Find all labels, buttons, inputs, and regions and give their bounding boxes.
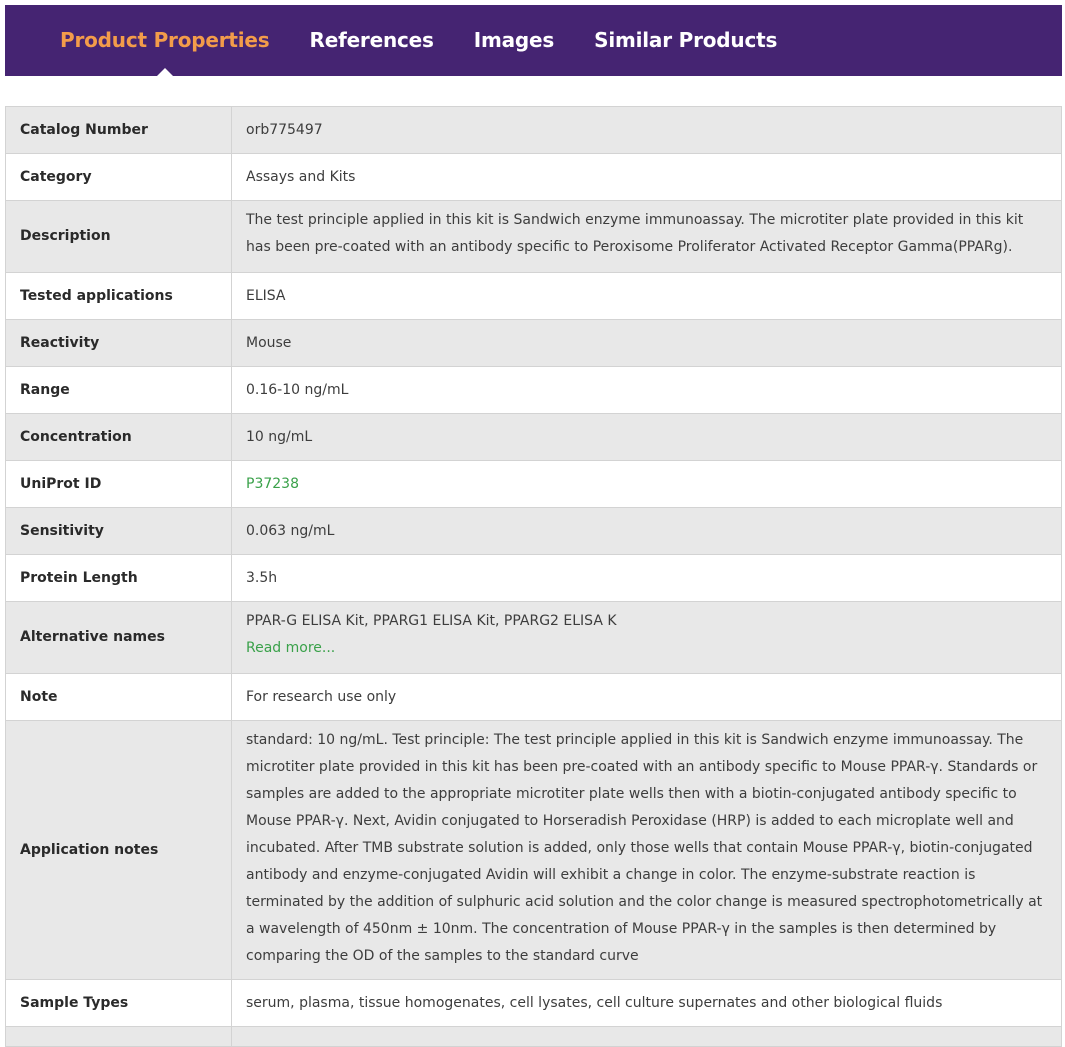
row-label: Description: [6, 201, 232, 273]
row-alternative-names: [6, 602, 1062, 674]
row-label: Application notes: [6, 721, 232, 980]
row-value: ELISA: [232, 273, 1062, 320]
row-value: The test principle applied in this kit is Sandwich enzyme immunoassay. The microtiter plate provided in this kit has been pre-coated with an antibody specific to Peroxisome Proliferator Activated Receptor Gamma(PPARg).: [232, 201, 1062, 273]
tab-label: Product Properties: [60, 28, 270, 52]
row-concentration: [6, 414, 1062, 461]
row-label: Reactivity: [6, 320, 232, 367]
row-tested-applications: [6, 273, 1062, 320]
row-value: For research use only: [232, 674, 1062, 721]
row-value: [232, 461, 1062, 508]
row-protein-length: [6, 555, 1062, 602]
row-note: [6, 674, 1062, 721]
row-value: [232, 1027, 1062, 1047]
row-value: Mouse: [232, 320, 1062, 367]
read-more-link[interactable]: Read more...: [246, 640, 336, 656]
row-label: Concentration: [6, 414, 232, 461]
tab-list: [5, 5, 1062, 76]
uniprot-link[interactable]: P37238: [246, 475, 299, 492]
row-label: Range: [6, 367, 232, 414]
row-value: 3.5h: [232, 555, 1062, 602]
row-label: Alternative names: [6, 602, 232, 674]
row-reactivity: [6, 320, 1062, 367]
alternative-names-text: PPAR-G ELISA Kit, PPARG1 ELISA Kit, PPARG2 ELISA K: [246, 613, 617, 629]
row-label: Sample Types: [6, 980, 232, 1027]
row-uniprot-id: [6, 461, 1062, 508]
tab-label: Similar Products: [594, 28, 778, 52]
row-sensitivity: [6, 508, 1062, 555]
active-tab-pointer-icon: [156, 68, 174, 77]
row-sample-types: [6, 980, 1062, 1027]
row-value: standard: 10 ng/mL. Test principle: The test principle applied in this kit is Sandwich enzyme immunoassay. The microtiter plate provided in this kit has been pre-coated with an antibody specific to Mouse PPAR-γ. Standards or samples are added to the appropriate microtiter plate wells then with a biotin-conjugated antibody specific to Mouse PPAR-γ. Next, Avidin conjugated to Horseradish Peroxidase (HRP) is added to each microplate well and incubated. After TMB substrate solution is added, only those wells that contain Mouse PPAR-γ, biotin-conjugated antibody and enzyme-conjugated Avidin will exhibit a change in color. The enzyme-substrate reaction is terminated by the addition of sulphuric acid solution and the color change is measured spectrophotometrically at a wavelength of 450nm ± 10nm. The concentration of Mouse PPAR-γ in the samples is then determined by comparing the OD of the samples to the standard curve: [232, 721, 1062, 980]
row-value: serum, plasma, tissue homogenates, cell lysates, cell culture supernates and other biological fluids: [232, 980, 1062, 1027]
row-label: Sensitivity: [6, 508, 232, 555]
tab-label: Images: [473, 28, 555, 52]
row-value: Assays and Kits: [232, 154, 1062, 201]
tab-similar-products[interactable]: [594, 5, 777, 76]
tab-label: References: [309, 28, 434, 52]
row-label: [6, 1027, 232, 1047]
product-properties-table: [5, 106, 1062, 1047]
row-value: [232, 602, 1062, 674]
row-label: Note: [6, 674, 232, 721]
row-partial: [6, 1027, 1062, 1047]
row-label: Protein Length: [6, 555, 232, 602]
row-catalog-number: [6, 107, 1062, 154]
tab-product-properties[interactable]: [60, 5, 270, 76]
row-application-notes: [6, 721, 1062, 980]
row-category: [6, 154, 1062, 201]
row-label: UniProt ID: [6, 461, 232, 508]
row-description: [6, 201, 1062, 273]
row-value: 0.063 ng/mL: [232, 508, 1062, 555]
row-value: 10 ng/mL: [232, 414, 1062, 461]
row-range: [6, 367, 1062, 414]
product-tab-bar: [5, 5, 1062, 76]
row-label: Catalog Number: [6, 107, 232, 154]
row-label: Category: [6, 154, 232, 201]
tab-images[interactable]: [474, 5, 554, 76]
row-label: Tested applications: [6, 273, 232, 320]
row-value: 0.16-10 ng/mL: [232, 367, 1062, 414]
row-value: orb775497: [232, 107, 1062, 154]
tab-references[interactable]: [310, 5, 434, 76]
